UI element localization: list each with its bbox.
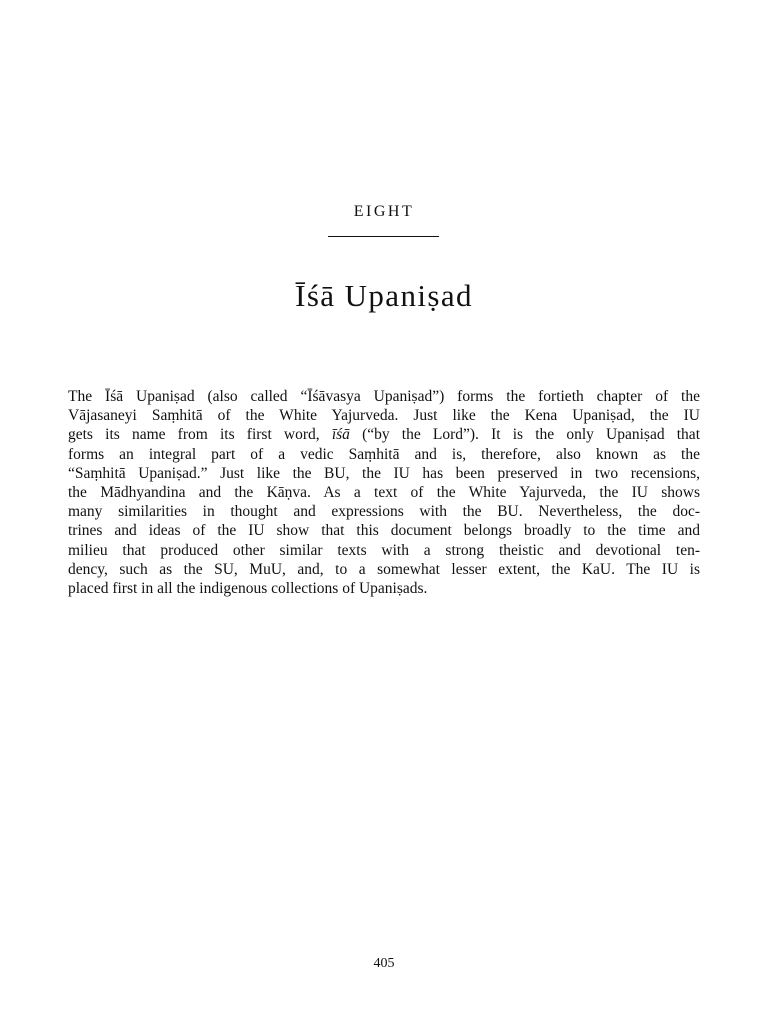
body-line: many similarities in thought and expressions with the BU. Nevertheless, the doc- <box>68 503 700 521</box>
body-line: The Īśā Upaniṣad (also called “Īśāvasya Upaniṣad”) forms the fortieth chapter of the <box>68 388 700 405</box>
chapter-divider-rule <box>328 236 439 237</box>
body-line: milieu that produced other similar texts with a strong theistic and devotional ten- <box>68 541 700 559</box>
body-paragraph <box>68 387 700 598</box>
chapter-title: Īśā Upaniṣad <box>295 278 473 313</box>
chapter-number: EIGHT <box>353 203 415 220</box>
body-line: the Mādhyandina and the Kāṇva. As a text of the White Yajurveda, the IU shows <box>68 484 700 502</box>
body-line: forms an integral part of a vedic Saṃhitā and is, therefore, also known as the <box>68 445 700 463</box>
body-line: trines and ideas of the IU show that this document belongs broadly to the time and <box>68 522 700 540</box>
italic-term: īśā <box>331 426 350 444</box>
body-line: Vājasaneyi Saṃhitā of the White Yajurveda. Just like the Kena Upaniṣad, the IU <box>68 407 700 425</box>
page-number: 405 <box>373 956 395 971</box>
body-line: placed first in all the indigenous collections of Upaniṣads. <box>68 580 428 598</box>
body-line: dency, such as the SU, MuU, and, to a somewhat lesser extent, the KaU. The IU is <box>68 560 700 578</box>
body-line: “Saṃhitā Upaniṣad.” Just like the BU, the IU has been preserved in two recensions, <box>68 464 700 482</box>
body-line: gets its name from its first word, īśā (“by the Lord”). It is the only Upaniṣad that <box>68 426 700 444</box>
